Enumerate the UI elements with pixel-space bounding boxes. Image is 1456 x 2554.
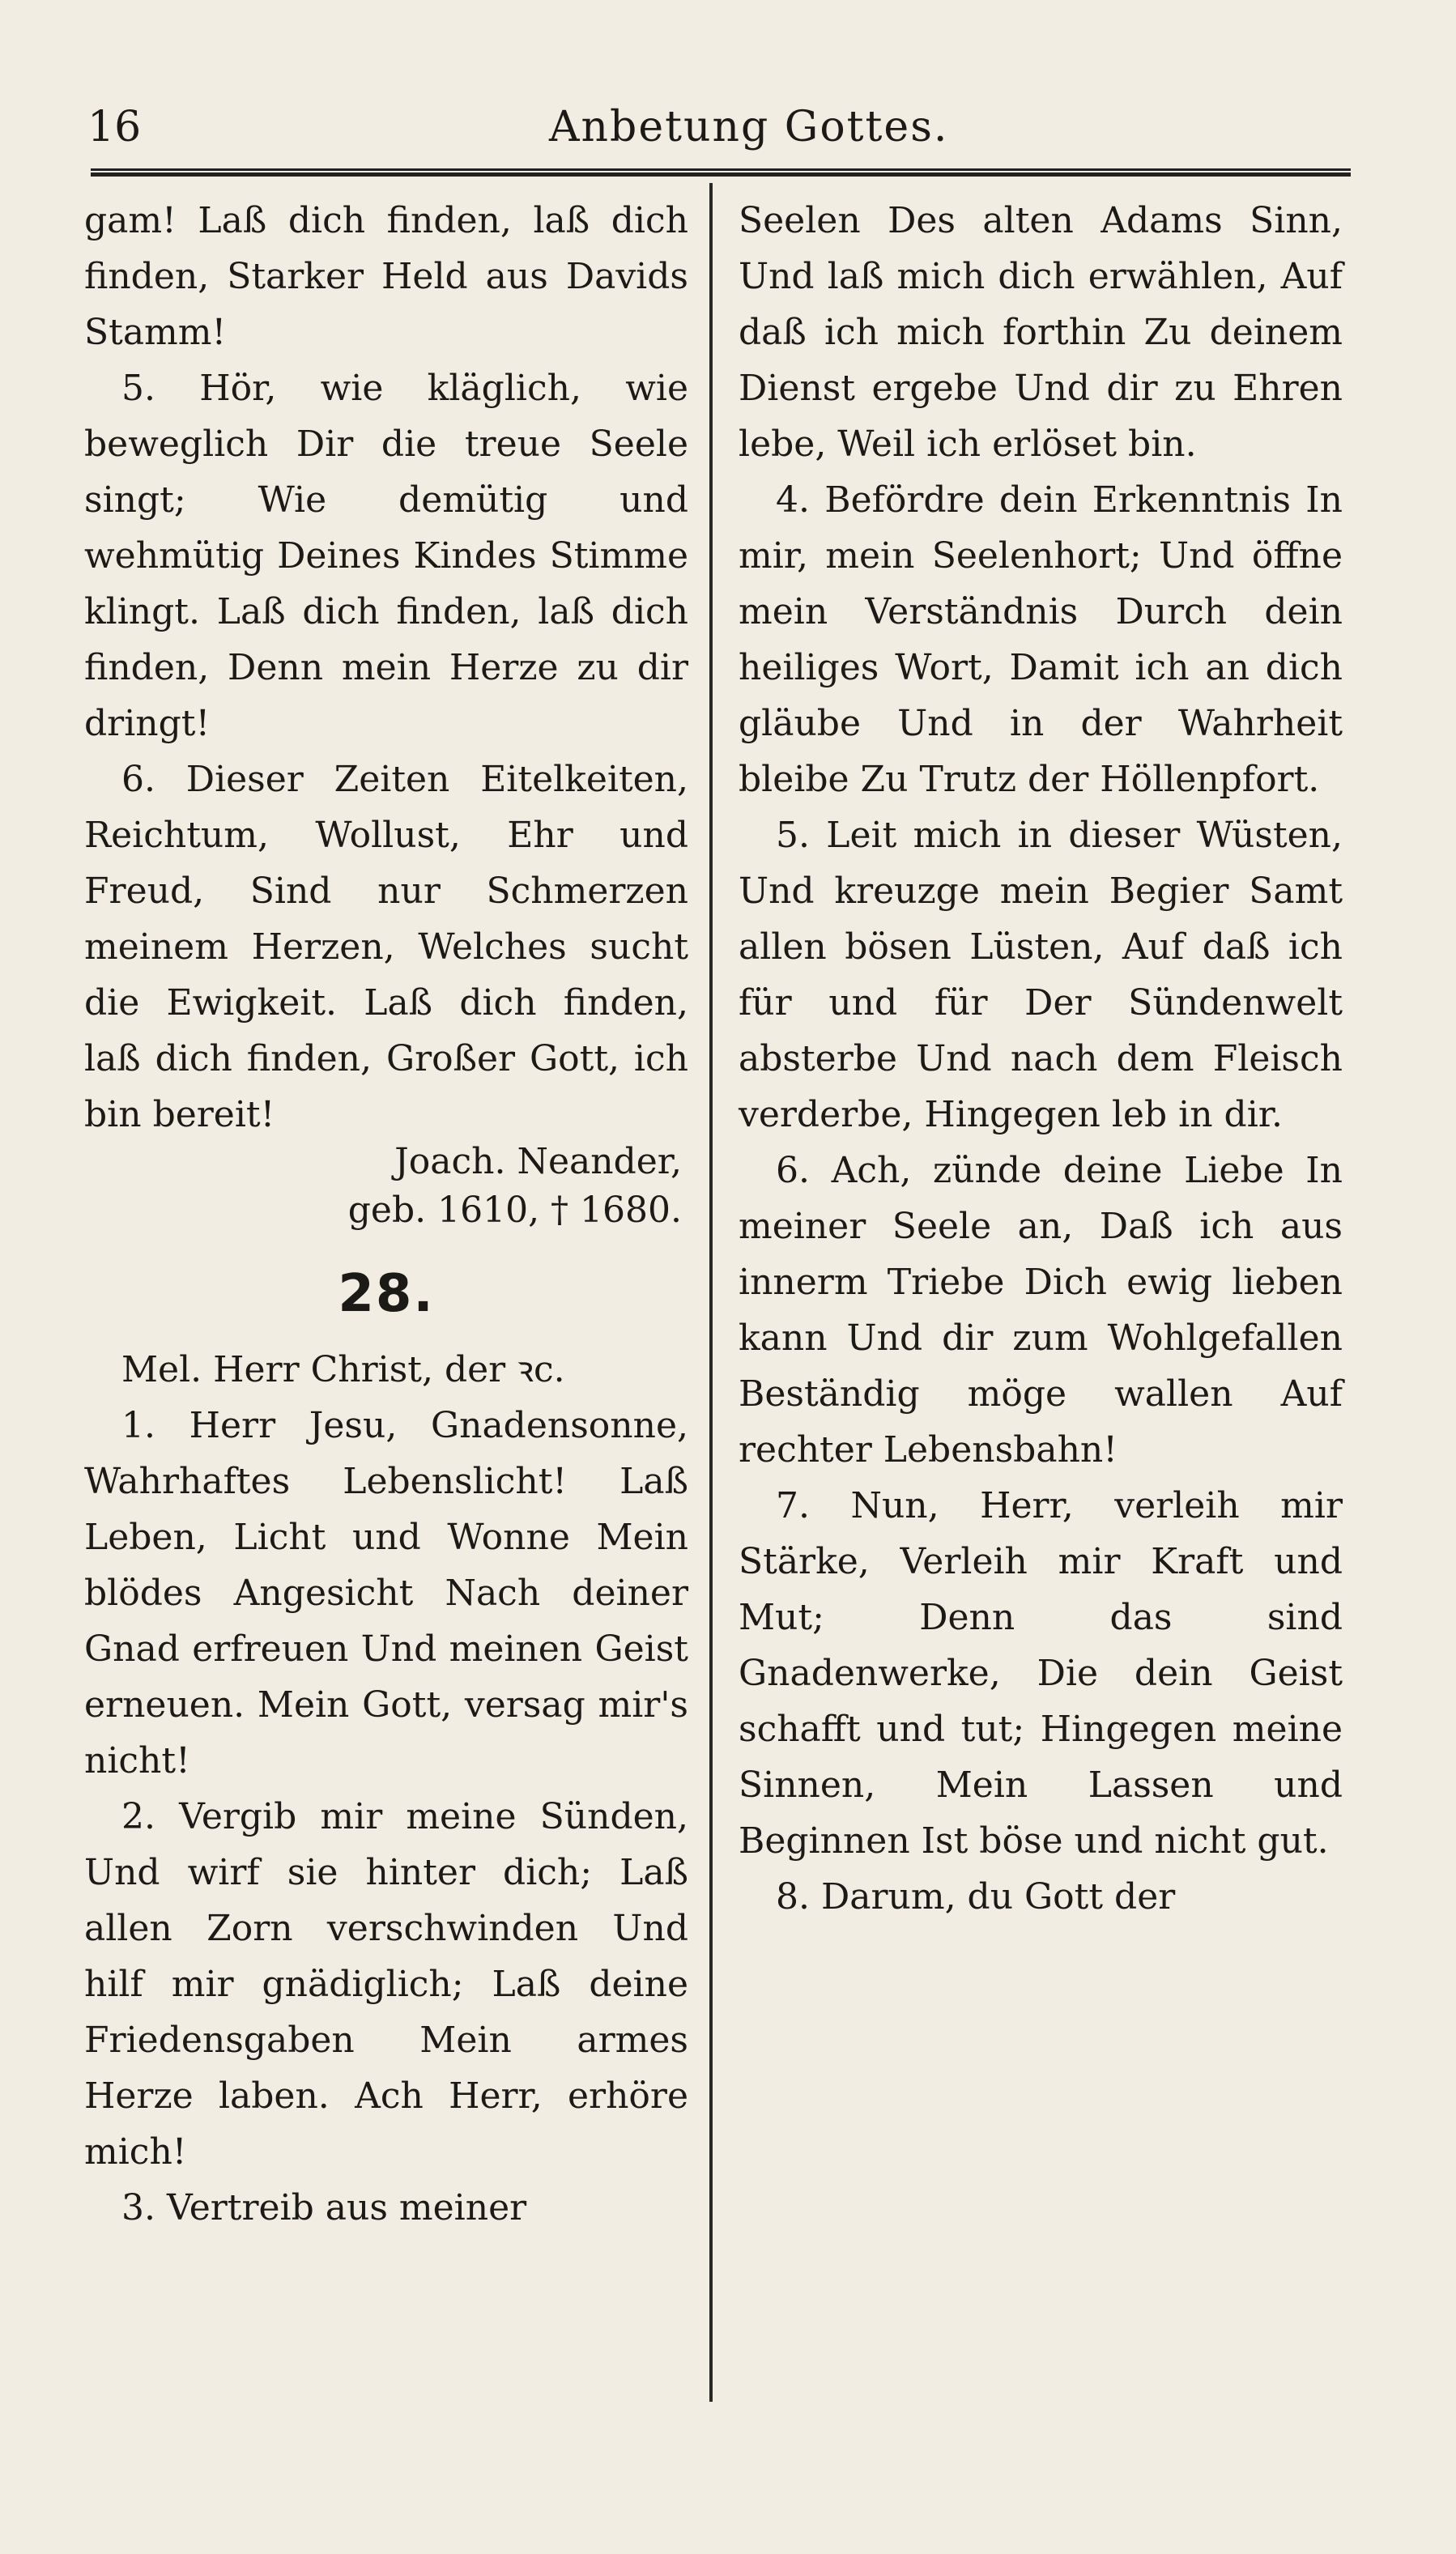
verse-1: 1. Herr Jesu, Gnadensonne, Wahrhaftes Lebenslicht! Laß Leben, Licht und Wonne Mein blödes Angesicht Nach deiner Gnad erfreuen Und meinen Geist erneuen. Mein Gott, versag mir's nicht! <box>84 1405 688 1781</box>
header-rule-thick <box>91 172 1351 177</box>
verse-5: 5. Leit mich in dieser Wüsten, Und kreuzge mein Begier Samt allen bösen Lüsten, Auf daß ich für und für Der Sündenwelt absterbe Und nach dem Fleisch verderbe, Hingegen leb in dir. <box>739 815 1343 1135</box>
verse-4: 4. Befördre dein Erkenntnis In mir, mein Seelenhort; Und öffne mein Verständnis Durch dein heiliges Wort, Damit ich an dich gläube Und in der Wahrheit bleibe Zu Trutz der Höllenpfort. <box>739 479 1343 800</box>
author-dates: geb. 1610, † 1680. <box>347 1190 682 1231</box>
page-header <box>87 91 1351 164</box>
verse-5: 5. Hör, wie kläglich, wie beweglich Dir die treue Seele singt; Wie demütig und wehmütig Deines Kindes Stimme klingt. Laß dich finden, laß dich finden, Denn mein Herze zu dir dringt! <box>84 368 688 744</box>
verse-2: 2. Vergib mir meine Sünden, Und wirf sie hinter dich; Laß allen Zorn verschwinden Und hilf mir gnädiglich; Laß deine Friedensgaben Mein armes Herze laben. Ach Herr, erhöre mich! <box>84 1796 688 2173</box>
header-rule-thin <box>91 168 1351 171</box>
verse-6: 6. Ach, zünde deine Liebe In meiner Seele an, Daß ich aus innerm Triebe Dich ewig lieben kann Und dir zum Wohlgefallen Beständig möge wallen Auf rechter Lebensbahn! <box>739 1150 1343 1471</box>
running-title: Anbetung Gottes. <box>549 103 949 151</box>
verse-3-start: 3. Vertreib aus meiner <box>121 2187 527 2228</box>
verse-6: 6. Dieser Zeiten Eitelkeiten, Reichtum, Wollust, Ehr und Freud, Sind nur Schmerzen meinem Herzen, Welches sucht die Ewigkeit. Laß dich finden, laß dich finden, Großer Gott, ich bin bereit! <box>84 759 688 1135</box>
left-column <box>84 193 688 2236</box>
hymn-author <box>84 1138 688 1235</box>
page-number: 16 <box>87 103 142 151</box>
verse-continuation: gam! Laß dich finden, laß dich finden, Starker Held aus Davids Stamm! <box>84 200 688 353</box>
author-name: Joach. Neander, <box>394 1141 682 1182</box>
hymn-number: 28. <box>338 1264 435 1324</box>
verse-8-start: 8. Darum, du Gott der <box>776 1876 1176 1918</box>
right-column <box>739 193 1343 1925</box>
verse-3-continuation: Seelen Des alten Adams Sinn, Und laß mich dich erwählen, Auf daß ich mich forthin Zu deinem Dienst ergebe Und dir zu Ehren lebe, Weil ich erlöset bin. <box>739 200 1343 465</box>
melody-line: Mel. Herr Christ, der ꝛc. <box>121 1349 565 1390</box>
verse-7: 7. Nun, Herr, verleih mir Stärke, Verleih mir Kraft und Mut; Denn das sind Gnadenwerke, Die dein Geist schafft und tut; Hingegen meine Sinnen, Mein Lassen und Beginnen Ist böse und nicht gut. <box>739 1485 1343 1862</box>
column-divider <box>709 183 713 2402</box>
